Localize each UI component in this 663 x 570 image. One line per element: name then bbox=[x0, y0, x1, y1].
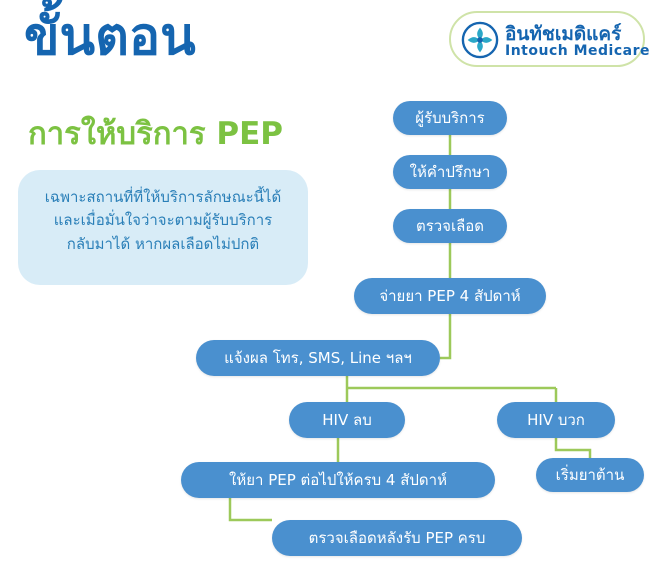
medical-cross-logo-icon bbox=[461, 21, 499, 59]
flow-node-notify[interactable]: แจ้งผล โทร, SMS, Line ฯลฯ bbox=[196, 340, 440, 376]
note-line-2: และเมื่อมั่นใจว่าจะตามผู้รับบริการ bbox=[53, 211, 273, 230]
flow-node-client[interactable]: ผู้รับบริการ bbox=[393, 101, 507, 135]
logo-english-name: Intouch Medicare bbox=[505, 43, 650, 59]
note-line-3: กลับมาได้ หากผลเลือดไม่ปกติ bbox=[66, 234, 260, 253]
logo-thai-name: อินทัชเมดิแคร์ bbox=[505, 23, 622, 45]
flow-node-dispense-pep[interactable]: จ่ายยา PEP 4 สัปดาห์ bbox=[354, 278, 546, 314]
flow-node-counsel[interactable]: ให้คำปรึกษา bbox=[393, 155, 507, 189]
flow-node-continue-pep[interactable]: ให้ยา PEP ต่อไปให้ครบ 4 สัปดาห์ bbox=[181, 462, 495, 498]
page-subtitle: การให้บริการ PEP bbox=[28, 116, 283, 152]
flow-node-hiv-negative[interactable]: HIV ลบ bbox=[289, 402, 405, 438]
flow-node-start-arv[interactable]: เริ่มยาต้าน bbox=[536, 458, 644, 492]
page-title: ขั้นตอน bbox=[24, 7, 196, 67]
flow-node-hiv-positive[interactable]: HIV บวก bbox=[497, 402, 615, 438]
flow-node-blood-test[interactable]: ตรวจเลือด bbox=[393, 209, 507, 243]
flow-node-post-test[interactable]: ตรวจเลือดหลังรับ PEP ครบ bbox=[272, 520, 522, 556]
note-callout bbox=[18, 170, 308, 285]
note-line-1: เฉพาะสถานที่ที่ให้บริการลักษณะนี้ได้ bbox=[44, 188, 282, 206]
logo bbox=[449, 11, 650, 67]
